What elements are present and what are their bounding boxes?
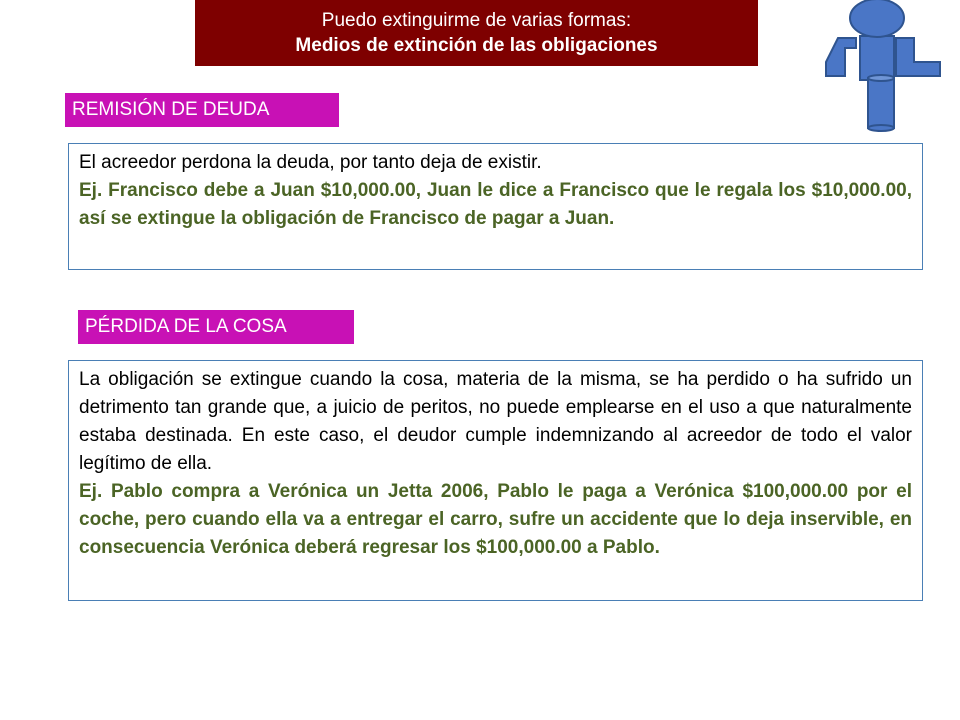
text-box-perdida bbox=[68, 360, 923, 601]
person-figure-icon bbox=[820, 0, 942, 132]
page-title: Medios de extinción de las obligaciones bbox=[295, 35, 658, 56]
example-text: Ej. Pablo compra a Verónica un Jetta 2006, Pablo le paga a Verónica $100,000.00 por el coche, pero cuando ella va a entregar el carro, sufre un accidente que lo deja inservible, en consecuencia Verónica deberá regresar los $100,000.00 a Pablo. bbox=[79, 481, 912, 558]
page-subtitle: Puedo extinguirme de varias formas: bbox=[321, 10, 632, 31]
title-banner bbox=[195, 0, 758, 66]
definition-text: El acreedor perdona la deuda, por tanto deja de existir. bbox=[79, 152, 542, 173]
section-label-remision: REMISIÓN DE DEUDA bbox=[65, 93, 339, 127]
section-label-perdida: PÉRDIDA DE LA COSA bbox=[78, 310, 354, 344]
definition-text: La obligación se extingue cuando la cosa, materia de la misma, se ha perdido o ha sufrido un detrimento tan grande que, a juicio de peritos, no puede emplearse en el uso a que naturalmente estaba destinada. En este caso, el deudor cumple indemnizando al acreedor de todo el valor legítimo de ella. bbox=[79, 369, 912, 474]
text-box-remision bbox=[68, 143, 923, 270]
example-text: Ej. Francisco debe a Juan $10,000.00, Juan le dice a Francisco que le regala los $10,000.00, así se extingue la obligación de Francisco de pagar a Juan. bbox=[79, 180, 912, 229]
